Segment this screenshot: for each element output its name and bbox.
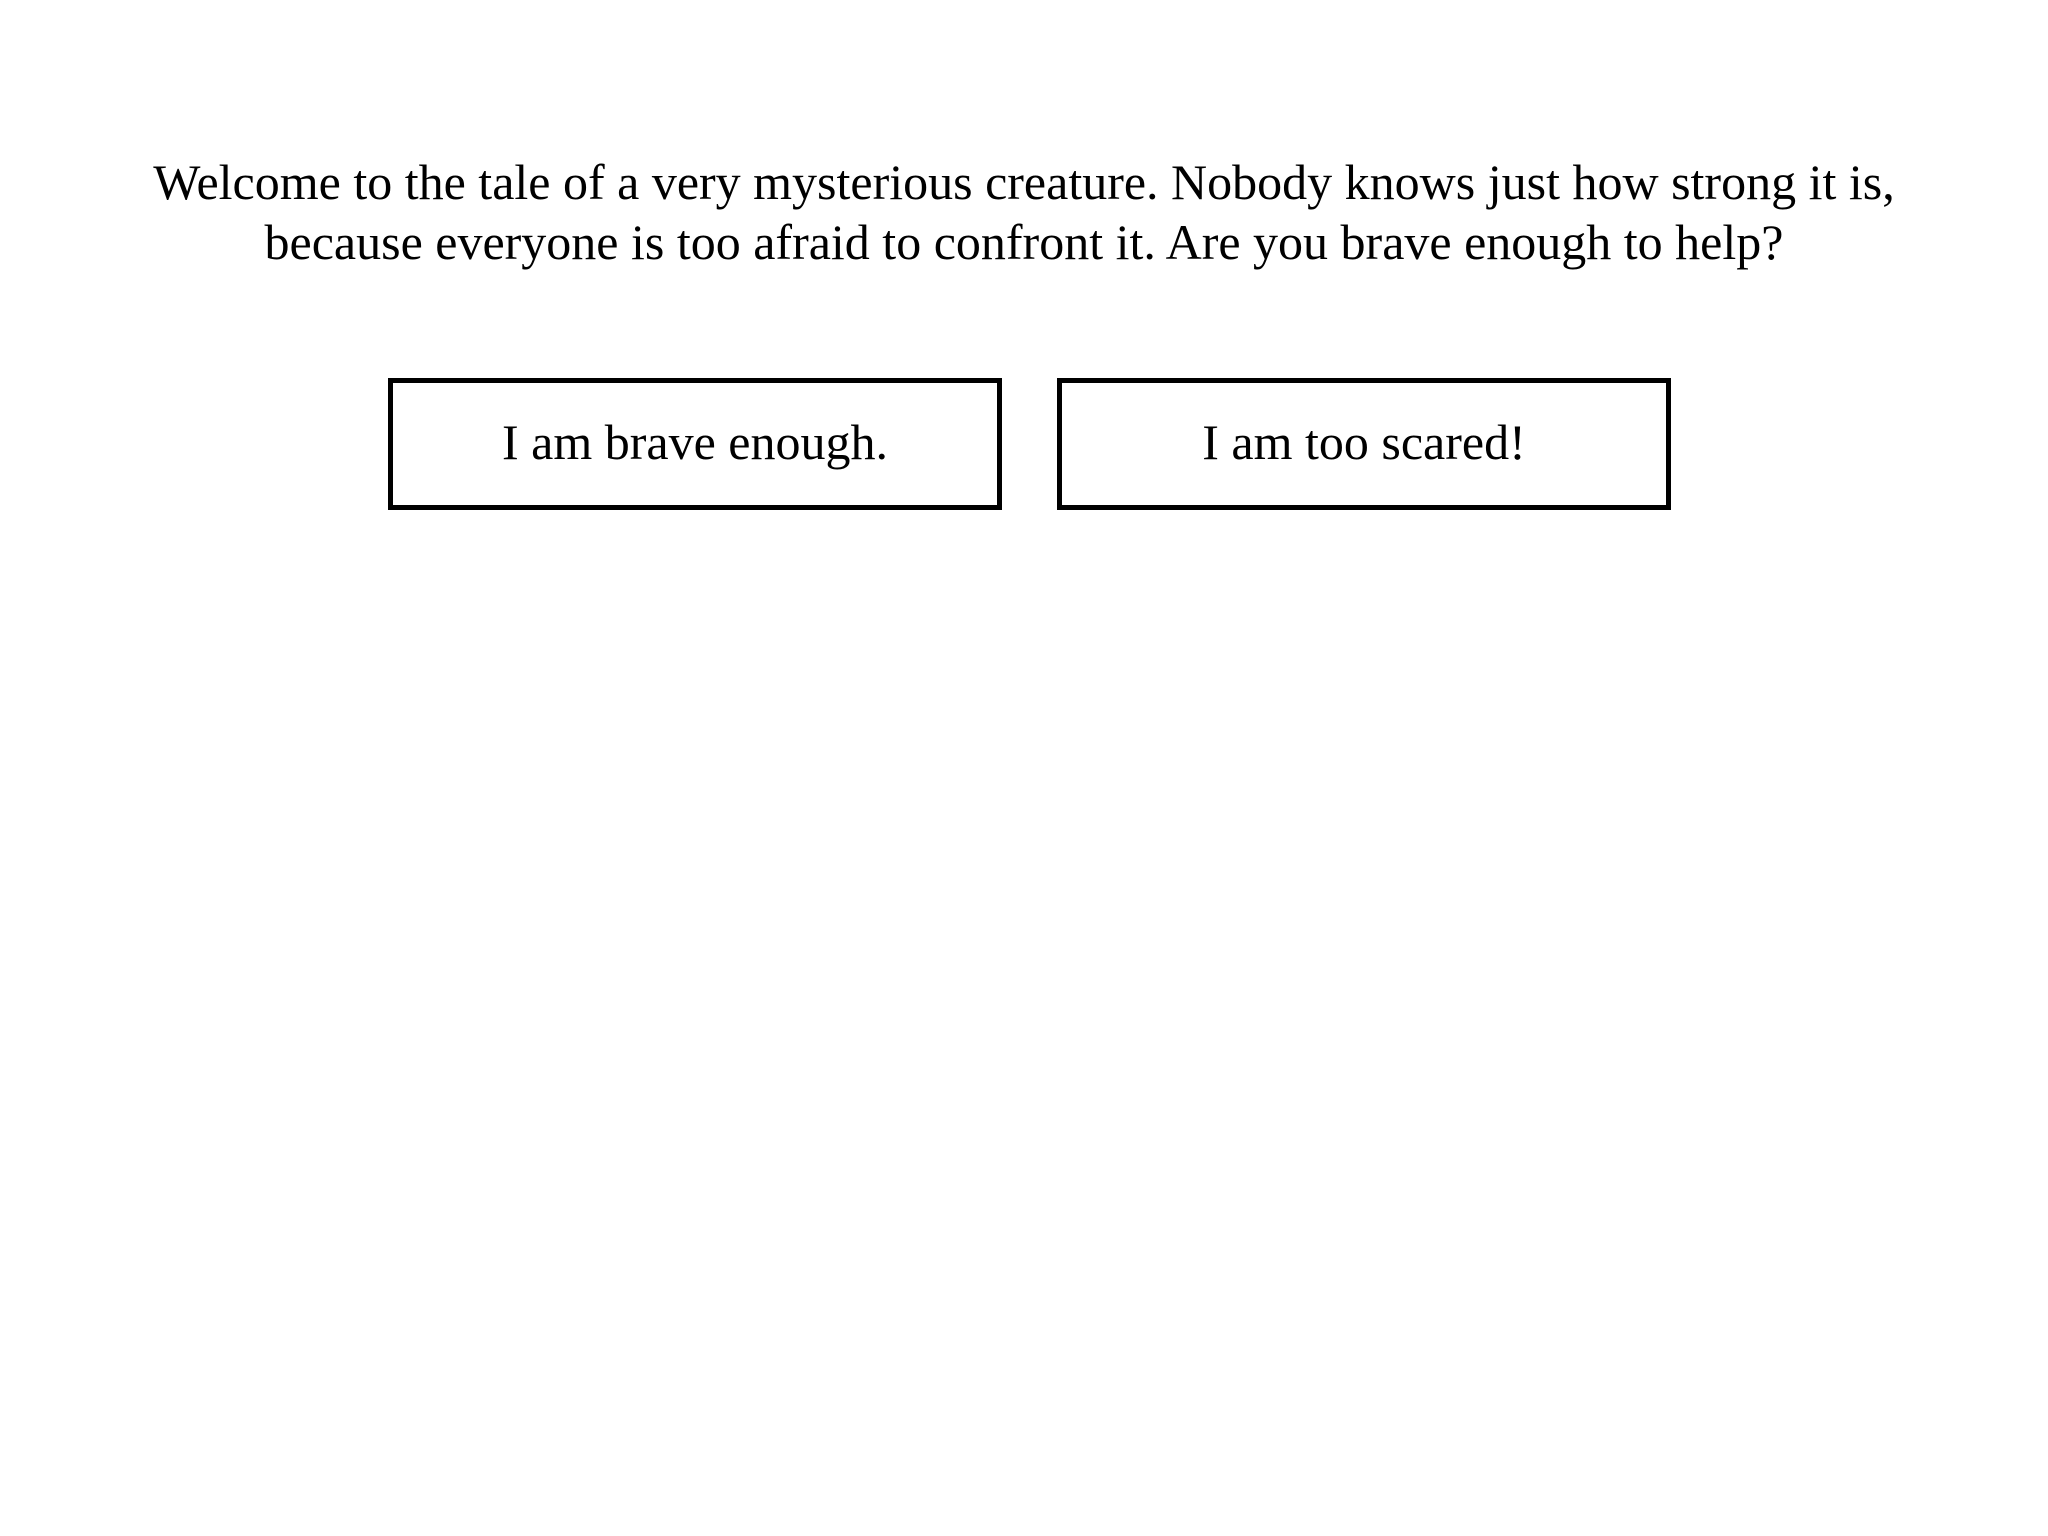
story-text: Welcome to the tale of a very mysterious creature. Nobody knows just how strong it is, because everyone is too afraid to confront it. Are you brave enough to help? xyxy=(153,154,1895,270)
brave-choice-button[interactable] xyxy=(388,378,1002,510)
scared-choice-button[interactable] xyxy=(1057,378,1671,510)
scared-choice-label: I am too scared! xyxy=(1202,414,1526,470)
brave-choice-label: I am brave enough. xyxy=(502,414,888,470)
